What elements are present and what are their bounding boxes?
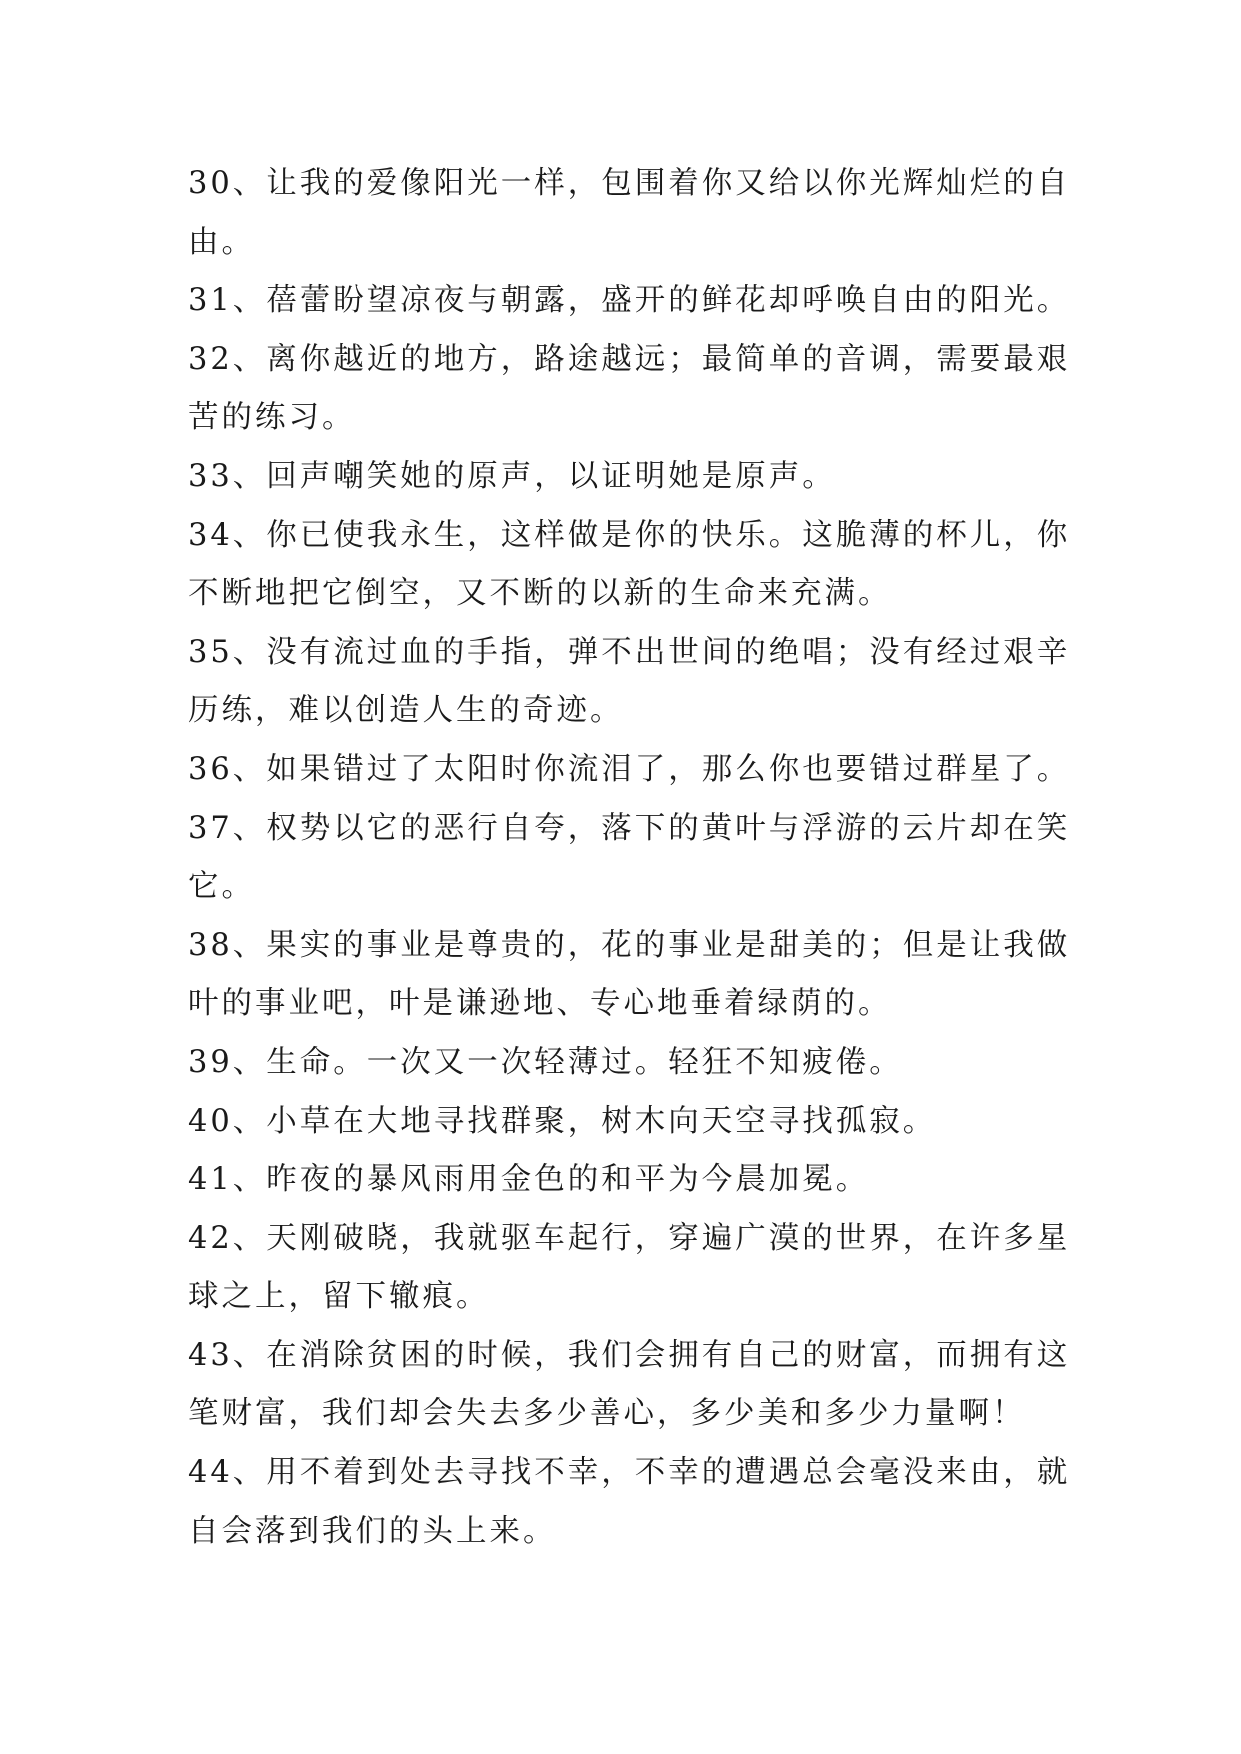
quote-33: 33、回声嘲笑她的原声，以证明她是原声。 xyxy=(188,458,836,494)
quote-40: 40、小草在大地寻找群聚，树木向天空寻找孤寂。 xyxy=(188,1103,937,1139)
quote-34: 34、你已使我永生，这样做是你的快乐。这脆薄的杯儿，你不断地把它倒空，又不断的以新的生命来充满。 xyxy=(188,517,1071,612)
quote-42: 42、天刚破晓，我就驱车起行，穿遍广漠的世界，在许多星球之上，留下辙痕。 xyxy=(188,1220,1071,1315)
document-body xyxy=(188,155,1078,1561)
quote-38: 38、果实的事业是尊贵的，花的事业是甜美的；但是让我做叶的事业吧，叶是谦逊地、专心地垂着绿荫的。 xyxy=(188,927,1071,1022)
quote-44: 44、用不着到处去寻找不幸，不幸的遭遇总会毫没来由，就自会落到我们的头上来。 xyxy=(188,1455,1071,1549)
quote-36: 36、如果错过了太阳时你流泪了，那么你也要错过群星了。 xyxy=(188,751,1071,787)
quote-30: 30、让我的爱像阳光一样，包围着你又给以你光辉灿烂的自由。 xyxy=(188,166,1071,260)
quote-43: 43、在消除贫困的时候，我们会拥有自己的财富，而拥有这笔财富，我们却会失去多少善心，多少美和多少力量啊！ xyxy=(188,1337,1071,1432)
quote-39: 39、生命。一次又一次轻薄过。轻狂不知疲倦。 xyxy=(188,1044,903,1080)
quote-41: 41、昨夜的暴风雨用金色的和平为今晨加冕。 xyxy=(188,1162,870,1198)
quote-35: 35、没有流过血的手指，弹不出世间的绝唱；没有经过艰辛历练，难以创造人生的奇迹。 xyxy=(188,634,1071,729)
quote-37: 37、权势以它的恶行自夸，落下的黄叶与浮游的云片却在笑它。 xyxy=(188,810,1071,905)
quote-32: 32、离你越近的地方，路途越远；最简单的音调，需要最艰苦的练习。 xyxy=(188,341,1071,436)
quote-31: 31、蓓蕾盼望凉夜与朝露，盛开的鲜花却呼唤自由的阳光。 xyxy=(188,283,1071,319)
